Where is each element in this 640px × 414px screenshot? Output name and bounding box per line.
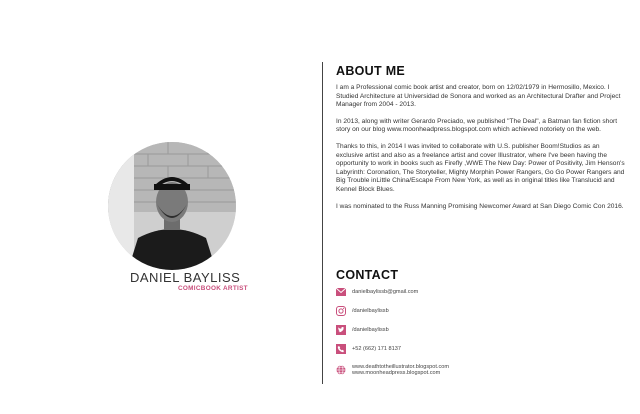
profile-name: DANIEL BAYLISS bbox=[130, 270, 241, 285]
contact-website-row[interactable] bbox=[336, 362, 596, 378]
phone-icon bbox=[336, 344, 346, 354]
about-paragraph: Thanks to this, in 2014 I was invited to collaborate with U.S. publisher Boom!Studios as an exclusive artist and also as a freelance artist and cover Illustrator, where I've been having the opportunity to work in books such as Firefly ,WWE The New Day: Power of Positivity, Jim Henson's Labyrinth: Coronation, The Storyteller, Mighty Morphin Power Rangers, Go Go Power Rangers and Big Trouble inLittle China/Escape From New York, as well as in original titles like Translucid and Kennel Block Blues. bbox=[336, 142, 625, 193]
contact-phone[interactable]: +52 (662) 171 8137 bbox=[352, 345, 401, 352]
profile-role: COMICBOOK ARTIST bbox=[178, 285, 248, 292]
website-link-2[interactable]: www.moonheadpress.blogspot.com bbox=[352, 370, 441, 376]
contact-instagram[interactable]: /danielbaylissb bbox=[352, 307, 389, 314]
instagram-icon bbox=[336, 306, 346, 316]
mail-icon bbox=[336, 287, 346, 297]
profile-photo bbox=[108, 142, 236, 270]
about-paragraph: In 2013, along with writer Gerardo Preciado, we published "The Deal", a Batman fan fiction short story on our blog www.moonheadpress.blogspot.com which achieved notoriety on the web. bbox=[336, 117, 618, 134]
twitter-icon bbox=[336, 325, 346, 335]
contact-email-row[interactable] bbox=[336, 286, 596, 298]
about-paragraphs bbox=[336, 84, 626, 219]
contact-title: CONTACT bbox=[336, 268, 399, 282]
contact-instagram-row[interactable] bbox=[336, 305, 596, 317]
contact-list bbox=[336, 286, 596, 385]
contact-twitter-row[interactable] bbox=[336, 324, 596, 336]
about-paragraph: I was nominated to the Russ Manning Promising Newcomer Award at San Diego Comic Con 2016. bbox=[336, 202, 624, 210]
about-title: ABOUT ME bbox=[336, 64, 406, 78]
contact-phone-row[interactable] bbox=[336, 343, 596, 355]
contact-email[interactable]: danielbaylissb@gmail.com bbox=[352, 288, 419, 295]
globe-icon bbox=[336, 365, 346, 375]
contact-twitter[interactable]: /danielbaylissb bbox=[352, 326, 389, 333]
about-paragraph: I am a Professional comic book artist and creator, born on 12/02/1979 in Hermosillo, Mexico. I Studied Architecture at Universidad de Sonora and worked as an Architectural Drafter and Project Manager from 2004 - 2013. bbox=[336, 84, 621, 109]
column-divider bbox=[322, 62, 323, 384]
contact-websites bbox=[352, 364, 449, 377]
website-link-1[interactable]: www.deathtotheillustrator.blogspot.com bbox=[352, 363, 450, 370]
